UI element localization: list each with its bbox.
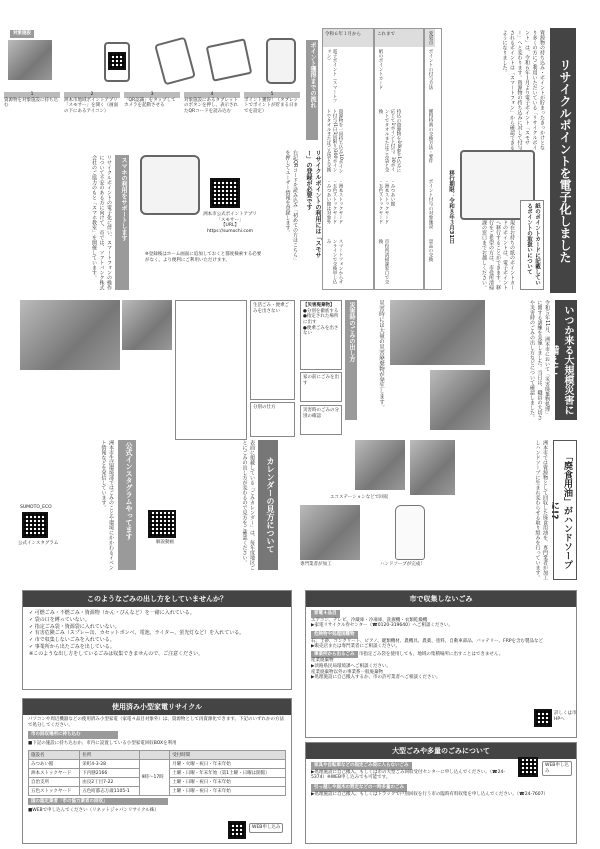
compare-table: 変更点 ポイントの付与方法 獲得特典の交換方法・要件 ポイント付与の対象施設 景品の交換 これまで 紙のポイントカード 持込の資源物を10kgを1込みに応じて1ポイント付与。30ポイントでタオルまたはごみ袋と交換 ・みつあい館 ・洲本ストックヤード ・五色ストックヤード 市役所清掃課窓口で交換 令和６年１月から 電子ポイント（スマートフォン） 資源物を一回持ち込み10ポイント付与(1日1回限り)300ポイントでタオルまたはごみ袋と交換 ・洲本ストックヤード ・五色ストックヤード ・みつあい館は対象外 スマートフォンからオンラインで交換申し込み <box>322 28 442 290</box>
instagram-title: 公式インスタグラムやってます <box>118 440 136 570</box>
hp-qr-code[interactable] <box>534 709 552 727</box>
recycle-intro: 資源物の持ち込み・ポイントが貯まったきっかけとなり多くの方にご利用いただいている「リサイクルポイント」は、令和６年１月より電子ポイント「スモサー」へと変わります。資源物の持ち込みに対して付与されるポイントは「スマートフォン」から確認できるようになりました。 <box>501 30 545 150</box>
disaster-card-2: 分別の仕方 <box>250 402 295 437</box>
bulky-qr-code[interactable] <box>518 757 538 777</box>
instagram-qr-code[interactable] <box>22 512 48 538</box>
bulky-web-button[interactable]: WEB申し込み <box>542 761 572 776</box>
deadline: 移行期限：令和８年３月31日 <box>448 170 454 244</box>
calendar-title: カレンダーの見方について <box>258 440 278 570</box>
bulky-s1: 家具や自転車などの指定ごみ袋に入らないごみ <box>311 762 412 770</box>
small-appliance-sub1-note: ■下記の施設に持ち込むか、市内に設置している小型家電回収BOXを利用 <box>28 740 177 746</box>
flow-label: ポイント獲得までの流れ <box>306 40 318 140</box>
mistake-item: ✓ 袋の口を縛っていない。 <box>29 616 90 623</box>
calendar-qr-code[interactable] <box>148 510 176 538</box>
small-appliance-sub2: 国の認定業者「市の協力業者の回収」 <box>28 798 168 806</box>
target-facility-tag: 対象施設 <box>10 30 34 38</box>
bulky-s2: 引っ越しや庭木の剪定などの一時多量のごみ <box>311 784 407 792</box>
small-appliance-sub1: 市の回収場所に持ち込む <box>28 731 118 739</box>
step-2: 2 洲本市地域ポイントアプリ「スモサー」を開く（画面の下にあるアイコン） <box>64 92 118 114</box>
instagram-caption: 公式インスタグラム <box>18 541 59 546</box>
disaster-photo-1 <box>390 300 485 365</box>
oil-caption-1: エコステーションなどで回収 <box>330 495 389 500</box>
qr-code-step <box>108 52 126 70</box>
facility-photo <box>8 40 52 80</box>
app-use-title: リサイクルポイントの利用には「スモサー」の登録が必要です <box>305 150 321 258</box>
registration-note: ※登録後はホーム画面に追加しておくと都度検索する必要がなく、より便利にご利用いただけます。 <box>145 252 262 263</box>
app-qr-code[interactable] <box>210 178 240 208</box>
mistakes-title: このようなごみの出し方をしていませんか？ <box>23 591 291 607</box>
no-collect-section: 市で収集しないごみ 家電４品目 エアコン、テレビ、冷蔵庫・冷凍庫、洗濯機・衣類乾燥機 ▶家電リサイクル券センター（☎0120-319640）へご相談ください。 危険物や処理困難物 石、土砂、コンクリート、ピアノ、鍵類機材、農機具、農薬、塗料、自動車部品、バッテリー、FRPを含む製品など ▶販売店または専門業者にご相談ください。 事業所から出るごみ 市指定ごみ袋を使用しても、地域の集積場所に出すことはできません。 産業廃棄物 ▶淡路県民局環境課へご相談ください。 産業廃棄物以外の事業系一般廃棄物 ▶処理施設に自己搬入するか、市の許可業者へご相談ください。 詳しくは市HPへ <box>305 590 577 738</box>
oil-caption-3: ハンドソープが完成！ <box>380 562 425 567</box>
step-4: 4 対象施設にあるタブレットのボタンを押し、表示されたQRコードを読み込む <box>184 92 238 114</box>
step-1: 1 資源物を対象施設に持ち込む <box>4 92 58 109</box>
calendar-video-label: 解説動画 <box>156 540 174 545</box>
web-apply-button[interactable]: WEB申し込み <box>249 823 283 833</box>
disaster-side <box>175 300 247 440</box>
table-row: みつあい館 栄町4-3-28 9時～17時 月曜・火曜・祝日・年末年始 <box>29 759 286 768</box>
step-3: 3 「QR認識」をタップしてカメラを起動させる <box>124 92 180 115</box>
phone-illustration-2 <box>154 37 196 86</box>
app-use-body: 右記QRコードを読み込み「初めての方はこちら」を押してユーザー情報を登録します。 <box>284 150 298 260</box>
disaster-title: いつか来る大規模災害に備えて <box>555 300 577 420</box>
oil-title: 「廃食用油」がハンドソープに!? <box>553 440 577 580</box>
oil-photo-2 <box>410 440 455 495</box>
mistake-item: ✓ 市で収集しないごみを入れている。 <box>29 637 115 643</box>
smart-title: スマホの利用をサポートします <box>115 155 129 290</box>
oil-caption-2: 専門業者が加工 <box>300 562 332 567</box>
bulky-title: 大型ごみや多量のごみについて <box>306 743 576 759</box>
small-appliance-title: 使用済み小型家電リサイクル <box>23 699 291 715</box>
disaster-photo-4 <box>122 300 172 350</box>
bulky-section: 大型ごみや多量のごみについて 家具や自転車などの指定ごみ袋に入らないごみ ▶処理施設に自己搬入、もしくは市の大型ごみ回収受付センターに申し込んでください。（☎24-5374）※WEB申し込みでも可能です。 引っ越しや庭木の剪定などの一時多量のごみ ▶処理施設に自己搬入、もしくはトラックで戸別回収を行う市の臨時有料収集を申し込んでください。（☎24-7607） WEB申し込み <box>305 742 577 844</box>
disaster-card-1: 生活ごみ・便乗ごみを出さない <box>250 300 295 400</box>
disaster-box-1: 家の前にごみを出す <box>300 372 342 402</box>
disaster-body: 令和５年11月、洲本市において「災害廃棄物処理」に関する訓練を実施しました。当日は、職員の大切さや災害時のごみの出し方などについて確認しました。 <box>529 300 550 420</box>
oil-photo-1 <box>355 440 405 490</box>
table-header <box>139 750 170 759</box>
oil-body: 洲本市では資源物として回収した廃食用油を、専門業者が加工しハンドソープに生まれ変わらせる取り組みを行っています。 <box>534 440 548 580</box>
paper-card-title: 紙のポイントカードに記載しているポイントの取扱いについて <box>520 200 544 290</box>
table-row: 五色ストックヤード 五色町都志万歳1105-1 土曜・日曜・祝日・年末年始 <box>29 786 286 795</box>
table-row: 自治支所 由良2丁目7-22 土曜・日曜・祝日・年末年始 <box>29 777 286 786</box>
no-collect-s1: 家電４品目 <box>311 610 340 618</box>
small-appliance-body: パソコンや周辺機器などの使用済み小型家電（家電４品目対象外）は、資源物として再資源化できます。下記のいずれかの方法で処分してください。 <box>28 717 285 728</box>
no-collect-s3: 事業所から出るごみ <box>311 651 358 658</box>
mistake-item: ✓ 可燃ごみ・不燃ごみ・資源物（かん・びんなど）を一緒に入れている。 <box>29 610 195 616</box>
recycle-title: リサイクルポイントを電子化しました <box>550 28 576 293</box>
disaster-photo-2 <box>430 370 490 430</box>
hand-soap-bottle <box>395 505 425 560</box>
step-5: 5 ポイント獲得！（タブレットでポイントが貯まる日までを設定） <box>244 92 298 114</box>
no-collect-s2: 危険物や処理困難物 <box>311 631 358 639</box>
disaster-box-2: 災害時のごみの分別の確認 <box>300 405 342 435</box>
facility-table <box>28 750 286 796</box>
table-header: 受付時間 <box>170 750 286 759</box>
disaster-points: 【災害廃棄物】 ●分別を徹底する ●指定された場所に出す ●便乗ごみを出さない <box>300 300 342 370</box>
table-header: 施設名 <box>29 750 80 759</box>
mistake-item: ✓ 有害危険ごみ（スプレー缶、カセットボンベ、電池、ライター、蛍光灯など）を入れている。 <box>29 630 245 637</box>
table-row: 洲本ストックヤード 下内膳2166 土曜・日曜・年末年始（第1土曜・日曜は開館） <box>29 768 286 777</box>
phone-illustration-3 <box>266 38 296 84</box>
paper-card-body: 現在お持ちの紙のポイントカードのポイントは、電子ポイントへ移行することができます。移行をご希望の方は、市役所清掃課の窓口までお越しください。 <box>481 220 515 290</box>
web-qr-code[interactable] <box>228 821 246 839</box>
warn-body: 災害時には大量の災害廃棄物が発生します。 <box>378 300 384 410</box>
table-header: 住所 <box>80 750 139 759</box>
disaster-photo-3 <box>20 300 120 370</box>
hp-link[interactable]: 詳しくは市HPへ <box>554 711 577 722</box>
smart-body: リサイクルポイントの電子化に伴い、スマートフォンの操作について不安のある方に向けて、市では、ソフトバンク株式会社のご協力のもと「スマホ教室」を開催しています。 <box>91 155 112 290</box>
instagram-handle: SUMOTO_ECO <box>20 505 52 510</box>
mistakes-note: ※このような出し方をしているごみは収集できませんので、ご注意ください。 <box>29 650 204 657</box>
tablet-illustration <box>206 38 253 82</box>
steps-section <box>4 30 304 140</box>
small-appliance-section <box>22 698 292 844</box>
mistake-item: ✓ 事業所から出たごみを出している。 <box>29 643 115 650</box>
instagram-body: 洲本市生活環境部ではごみのことや環境にかかわるイベント情報などを発信しています。 <box>100 440 114 570</box>
warn-title: 災害時のごみの出し方 <box>345 300 357 420</box>
mistake-item: ✓ 指定ごみ袋・資源袋に入れていない。 <box>29 623 120 630</box>
calendar-body: 表面に掲載している「ごみカレンダー」は、毎年度地区ごとにごみの出し方が変わるので見方をご確認ください。 <box>241 440 255 570</box>
no-collect-title: 市で収集しないごみ <box>306 591 576 607</box>
app-url[interactable]: https://sumochi.com <box>206 228 254 234</box>
app-phone-graphic <box>140 155 200 215</box>
app-caption: 洲本市公式ポイントアプリ「スモサー」 【URL】 https://sumochi.com <box>200 212 260 235</box>
oil-photo-3 <box>300 505 360 560</box>
mistakes-section <box>22 590 292 690</box>
hours-cell: 9時～17時 <box>139 759 170 795</box>
small-appliance-sub2-note: ■WEBで申し込んでください（リネットジャパンリサイクル株） <box>28 808 159 814</box>
